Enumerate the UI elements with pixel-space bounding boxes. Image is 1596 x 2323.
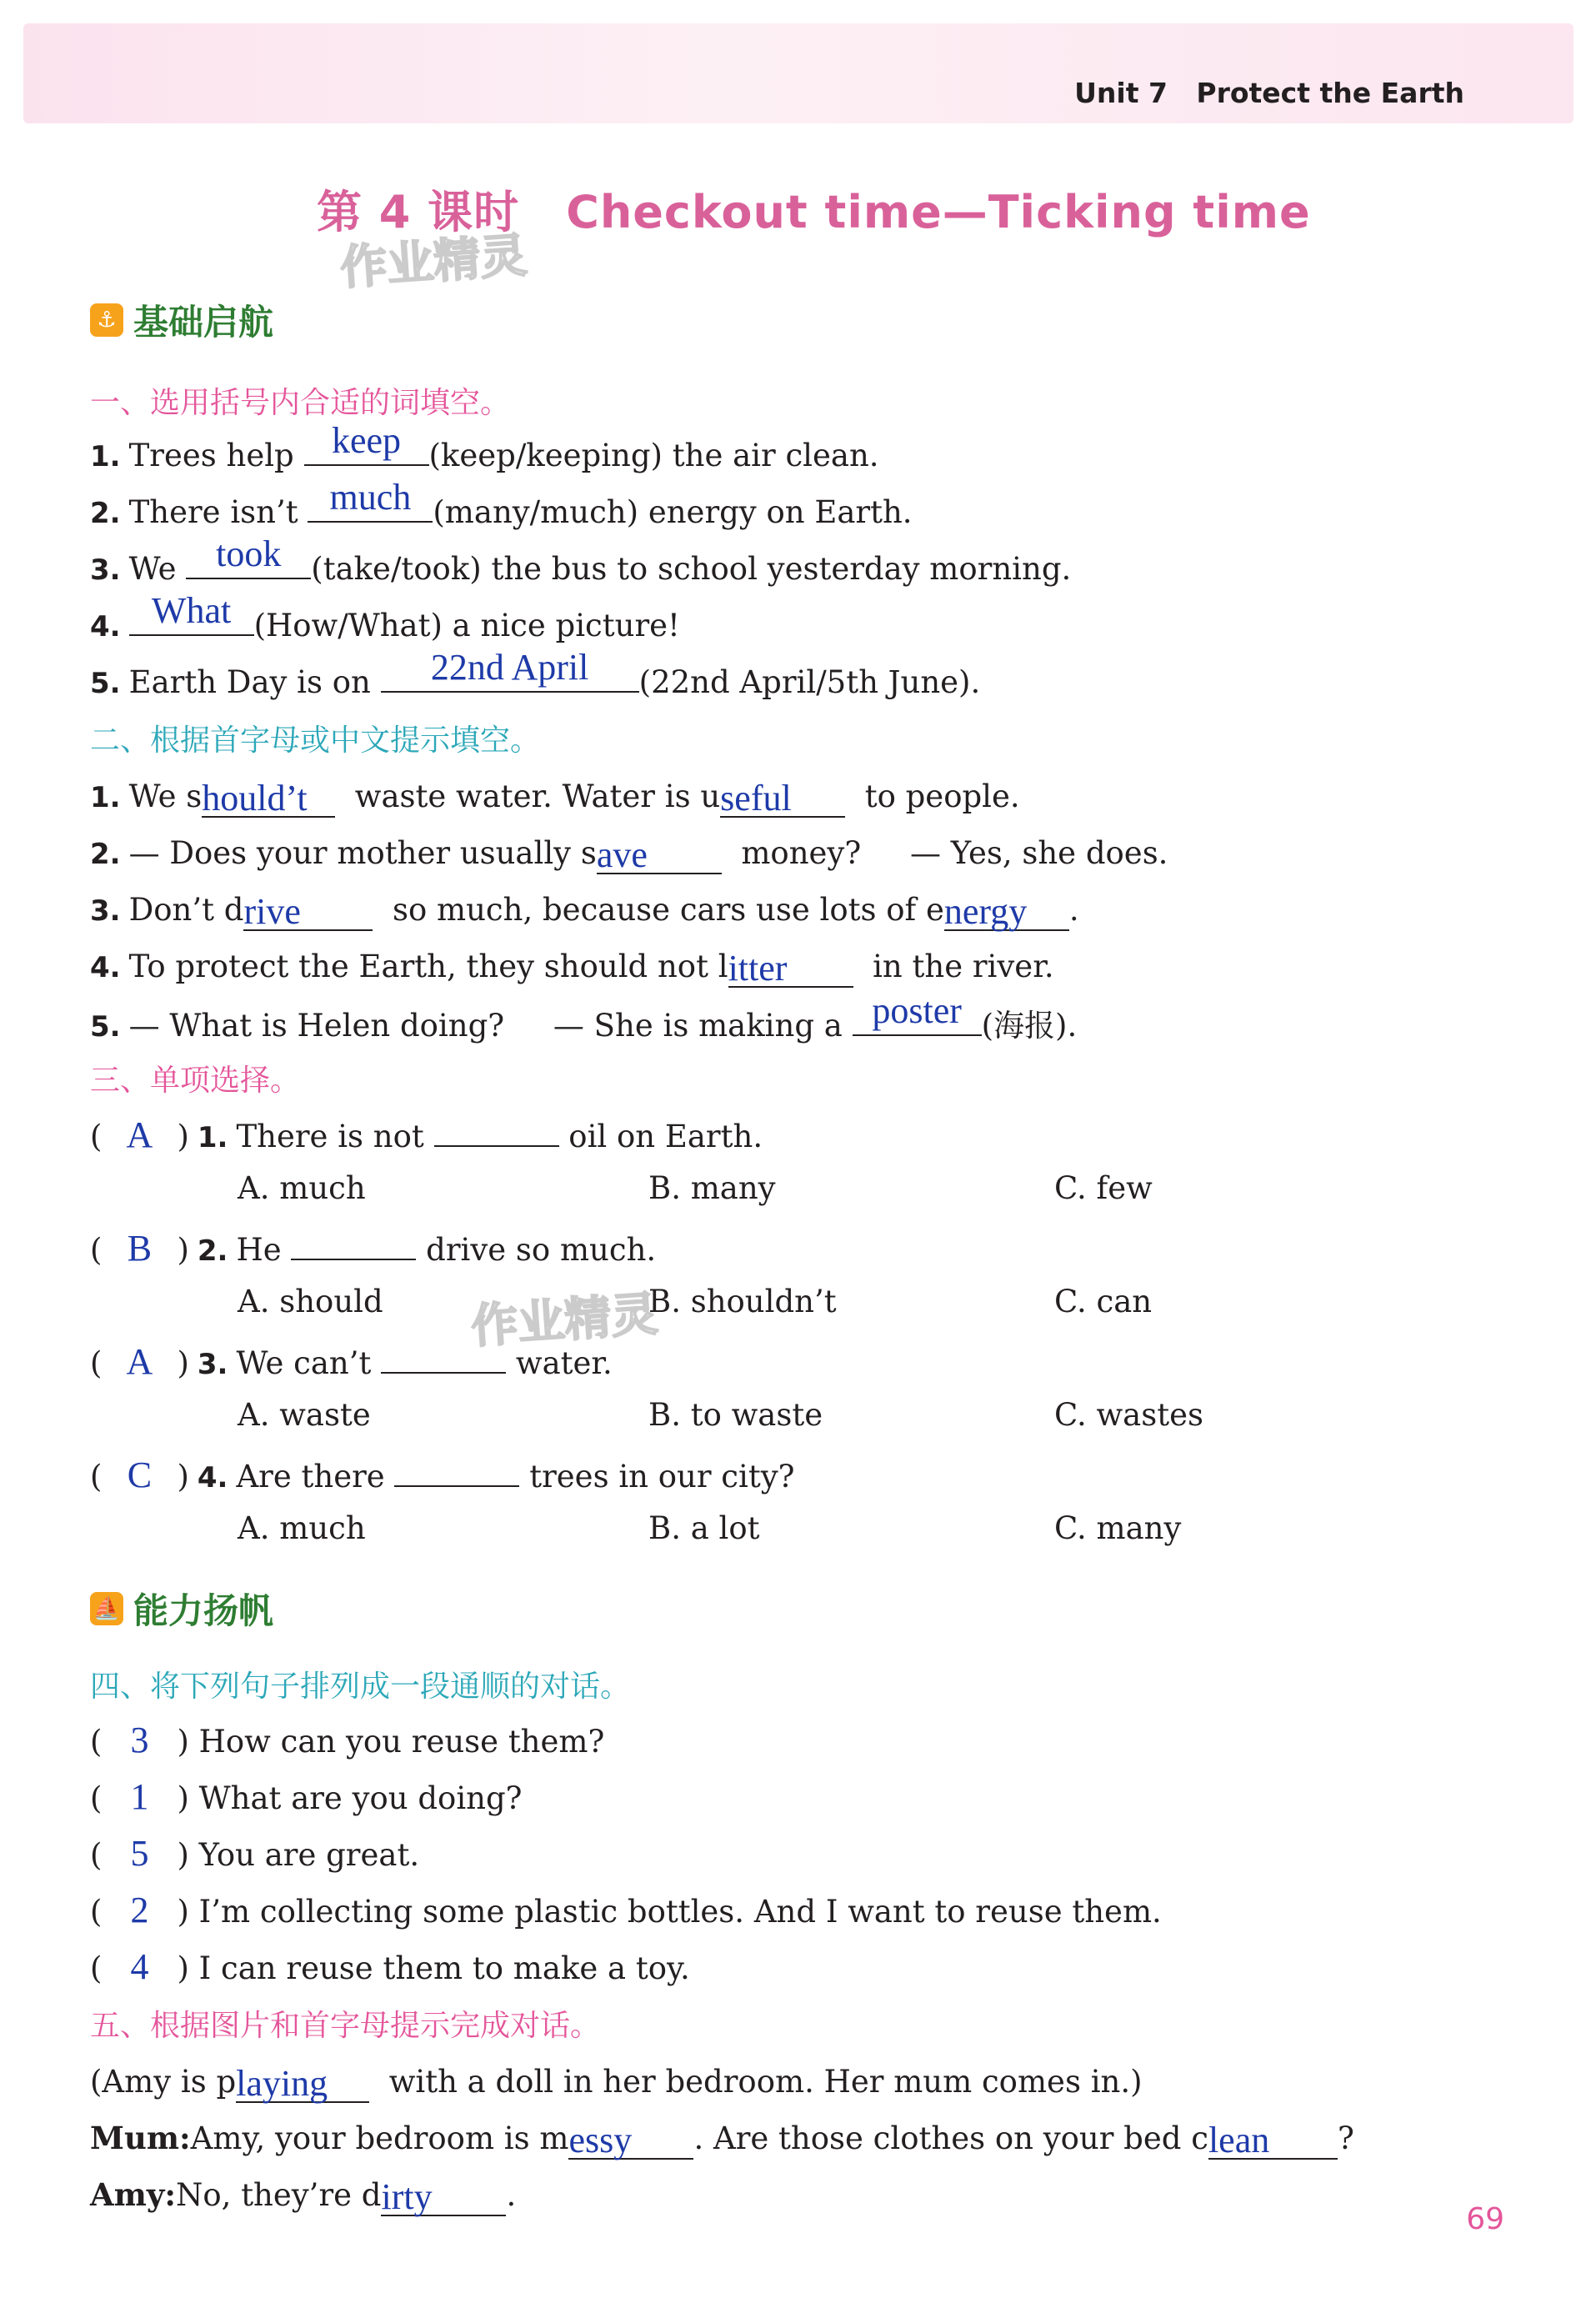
part1-item: 3. We took (take/took) the bus to school yesterday morning. — [90, 533, 1072, 587]
answer-blank: irty — [381, 2172, 506, 2216]
option-c: C. can — [1054, 1284, 1153, 1319]
lesson-title: 第 4 课时 Checkout time—Ticking time — [317, 186, 1311, 238]
watermark: 作业精灵 — [469, 1287, 660, 1354]
mc-question: ( C ) 4. Are there trees in our city? — [90, 1454, 795, 1495]
answer-blank: laying — [236, 2059, 369, 2103]
part5-heading: 五、根据图片和首字母提示完成对话。 — [90, 2009, 601, 2043]
answer-blank: nergy — [944, 887, 1069, 931]
dialogue-line: Mum:Amy, your bedroom is messy . Are those clothes on your bed clean ? — [90, 2115, 1354, 2160]
answer-blank: took — [186, 547, 311, 579]
answer-blank — [434, 1114, 559, 1147]
answer-blank: hould’t — [202, 773, 335, 818]
answer-blank: rive — [243, 887, 373, 931]
answer-blank — [381, 1341, 506, 1374]
part2-item: 1. We should’t waste water. Water is useful to people. — [90, 773, 1020, 818]
order-item: ( 2 ) I’m collecting some plastic bottles. And I want to reuse them. — [90, 1890, 1162, 1930]
watermark: 作业精灵 — [338, 228, 529, 296]
unit-header: Unit 7 Protect the Earth — [1074, 77, 1464, 109]
answer-blank: much — [308, 490, 433, 523]
option-a: A. should — [238, 1284, 383, 1319]
section-basic: ⚓ 基础启航 — [90, 295, 273, 345]
part2-heading: 二、根据首字母或中文提示填空。 — [90, 723, 541, 758]
option-c: C. many — [1054, 1510, 1182, 1546]
option-c: C. few — [1054, 1170, 1153, 1206]
sail-icon: ⛵ — [90, 1592, 123, 1625]
dialogue-line: (Amy is playing with a doll in her bedroom. Her mum comes in.) — [90, 2059, 1143, 2103]
part1-item: 4. What (How/What) a nice picture! — [90, 590, 680, 643]
part3-heading: 三、单项选择。 — [90, 1064, 301, 1098]
answer-blank: What — [129, 603, 254, 636]
mc-question: ( A ) 3. We can’t water. — [90, 1341, 613, 1382]
answer-blank: itter — [728, 944, 853, 988]
part2-item: 2. — Does your mother usually save money? — Yes, she does. — [90, 830, 1168, 874]
dialogue-line: Amy:No, they’re dirty . — [90, 2172, 516, 2216]
answer-blank: lean — [1208, 2115, 1338, 2160]
option-b: B. a lot — [648, 1510, 760, 1546]
part4-heading: 四、将下列句子排列成一段通顺的对话。 — [90, 1670, 631, 1704]
option-a: A. much — [238, 1510, 366, 1546]
answer-blank: keep — [304, 433, 429, 466]
mc-question: ( B ) 2. He drive so much. — [90, 1228, 657, 1269]
answer-blank — [291, 1228, 416, 1260]
answer-blank: 22nd April — [381, 660, 639, 693]
mc-question: ( A ) 1. There is not oil on Earth. — [90, 1114, 763, 1155]
order-item: ( 4 ) I can reuse them to make a toy. — [90, 1946, 690, 1987]
part1-item: 5. Earth Day is on 22nd April (22nd April/5th June). — [90, 647, 981, 700]
part2-item: 3. Don’t drive so much, because cars use lots of energy . — [90, 887, 1079, 931]
answer-blank: ave — [597, 830, 722, 874]
order-item: ( 1 ) What are you doing? — [90, 1776, 523, 1817]
page-number: 69 — [1466, 2202, 1504, 2236]
answer-blank: seful — [720, 773, 845, 818]
part1-heading: 一、选用括号内合适的词填空。 — [90, 386, 511, 420]
anchor-icon: ⚓ — [90, 303, 123, 337]
part2-item: 5. — What is Helen doing? — She is making a poster (海报). — [90, 990, 1078, 1044]
section-ability: ⛵ 能力扬帆 — [90, 1584, 273, 1634]
option-c: C. wastes — [1054, 1397, 1203, 1433]
order-item: ( 3 ) How can you reuse them? — [90, 1720, 605, 1760]
answer-blank — [394, 1454, 519, 1487]
answer-blank: essy — [568, 2115, 693, 2160]
option-b: B. many — [648, 1170, 776, 1206]
part1-item: 2. There isn’t much (many/much) energy on Earth. — [90, 477, 913, 530]
option-a: A. waste — [238, 1397, 371, 1433]
part1-item: 1. Trees help keep (keep/keeping) the air clean. — [90, 420, 879, 473]
answer-blank: poster — [853, 1004, 982, 1036]
part2-item: 4. To protect the Earth, they should not litter in the river. — [90, 944, 1054, 988]
option-b: B. to waste — [648, 1397, 823, 1433]
option-b: B. shouldn’t — [648, 1284, 837, 1319]
option-a: A. much — [238, 1170, 366, 1206]
order-item: ( 5 ) You are great. — [90, 1833, 420, 1874]
